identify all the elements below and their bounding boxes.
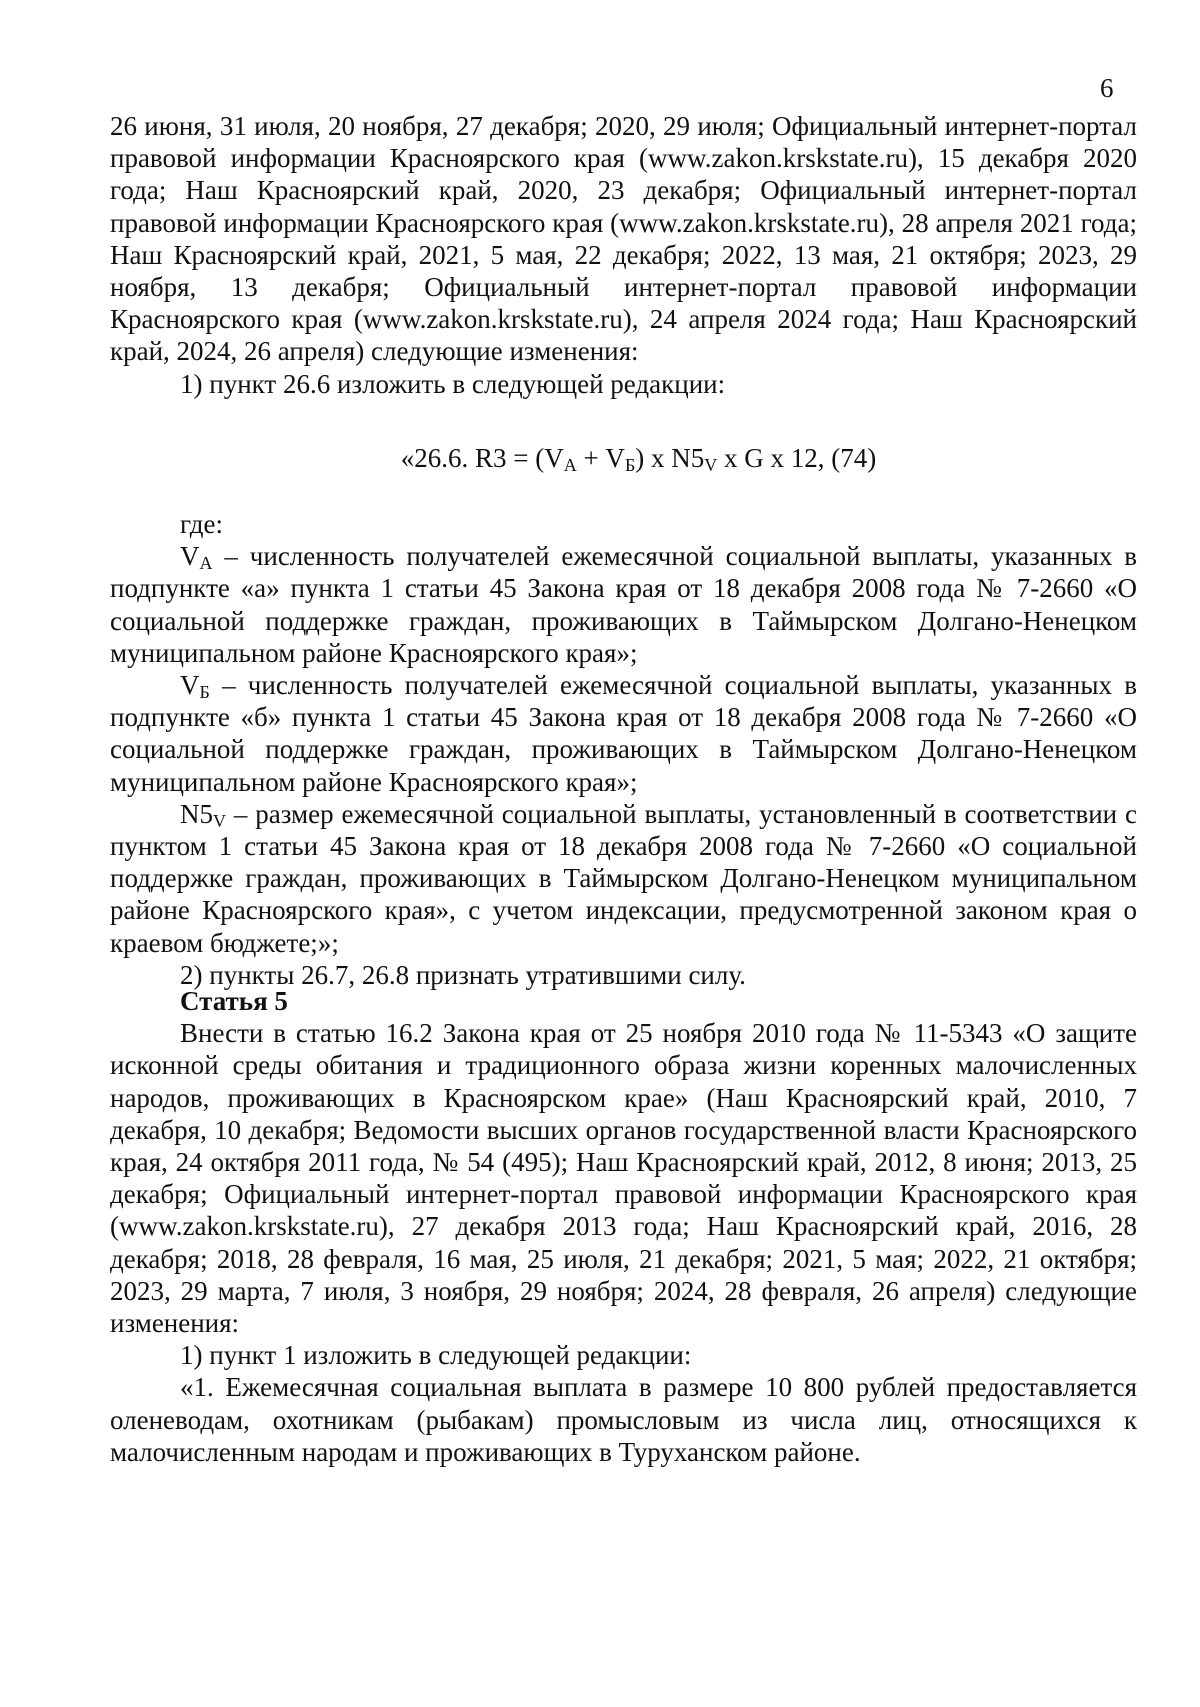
- amendment-item-1: 1) пункт 26.6 изложить в следующей редакции:: [180, 368, 726, 399]
- definition-va: $V_А$ – численность получателей ежемесячной социальной выплаты, указанных в подпункте «а» пункта 1 статьи 45 Закона края от 18 декабря 2008 года № 7-2660 «О социальной поддержке граждан, проживающих в Таймырском Долгано-Ненецком муниципальном районе Красноярского края»;: [110, 541, 1137, 668]
- amendment-item-2: 2) пункты 26.7, 26.8 признать утратившими силу.: [180, 959, 746, 990]
- text-block-top: [110, 110, 1137, 400]
- article-paragraph: Внести в статью 16.2 Закона края от 25 ноября 2010 года № 11-5343 «О защите исконной среды обитания и традиционного образа жизни коренных малочисленных народов, проживающих в Красноярском крае» (Наш Красноярский край, 2010, 7 декабря, 10 декабря; Ведомости высших органов государственной власти Красноярского края, 24 октября 2011 года, № 54 (495); Наш Красноярский край, 2012, 8 июня; 2013, 25 декабря; Официальный интернет-портал правовой информации Красноярского края (www.zakon.krskstate.ru), 27 декабря 2013 года; Наш Красноярский край, 2016, 28 декабря; 2018, 28 февраля, 16 мая, 25 июля, 21 декабря; 2021, 5 мая; 2022, 21 октября; 2023, 29 марта, 7 июля, 3 ноября, 29 ноября; 2024, 28 февраля, 26 апреля) следующие изменения:: [110, 1018, 1137, 1339]
- formula-block: [110, 442, 1137, 474]
- definition-vb: $V_Б$ – численность получателей ежемесячной социальной выплаты, указанных в подпункте «б» пункта 1 статьи 45 Закона края от 18 декабря 2008 года № 7-2660 «О социальной поддержке граждан, проживающих в Таймырском Долгано-Ненецком муниципальном районе Красноярского края»;: [110, 670, 1137, 797]
- page-number: 6: [1100, 73, 1114, 103]
- definitions-block: [110, 508, 1137, 991]
- where-label: где:: [180, 509, 223, 539]
- article-heading: Статья 5: [180, 986, 288, 1016]
- intro-paragraph: 26 июня, 31 июля, 20 ноября, 27 декабря; 2020, 29 июля; Официальный интернет-портал правовой информации Красноярского края (www.zakon.krskstate.ru), 15 декабря 2020 года; Наш Красноярский край, 2020, 23 декабря; Официальный интернет-портал правовой информации Красноярского края (www.zakon.krskstate.ru), 28 апреля 2021 года; Наш Красноярский край, 2021, 5 мая, 22 декабря; 2022, 13 мая, 21 октября; 2023, 29 ноября, 13 декабря; Официальный интернет-портал правовой информации Красноярского края (www.zakon.krskstate.ru), 24 апреля 2024 года; Наш Красноярский край, 2024, 26 апреля) следующие изменения:: [110, 111, 1137, 367]
- article-quote: «1. Ежемесячная социальная выплата в размере 10 800 рублей предоставляется оленеводам, охотникам (рыбакам) промысловым из числа лиц, относящихся к малочисленным народам и проживающих в Туруханском районе.: [110, 1372, 1137, 1467]
- article-5-block: [110, 985, 1137, 1468]
- formula: «26.6. $R3 = (V_А + V_Б)$ x $N5_V$ x G x 12, (74): [400, 443, 877, 475]
- definition-n5v: $N5_V$ – размер ежемесячной социальной выплаты, установленный в соответствии с пунктом 1 статьи 45 Закона края от 18 декабря 2008 года № 7-2660 «О социальной поддержке граждан, проживающих в Таймырском Долгано-Ненецком муниципальном районе Красноярского края», с учетом индексации, предусмотренной законом края о краевом бюджете;»;: [110, 798, 1137, 958]
- article-item-1: 1) пункт 1 изложить в следующей редакции:: [180, 1340, 692, 1371]
